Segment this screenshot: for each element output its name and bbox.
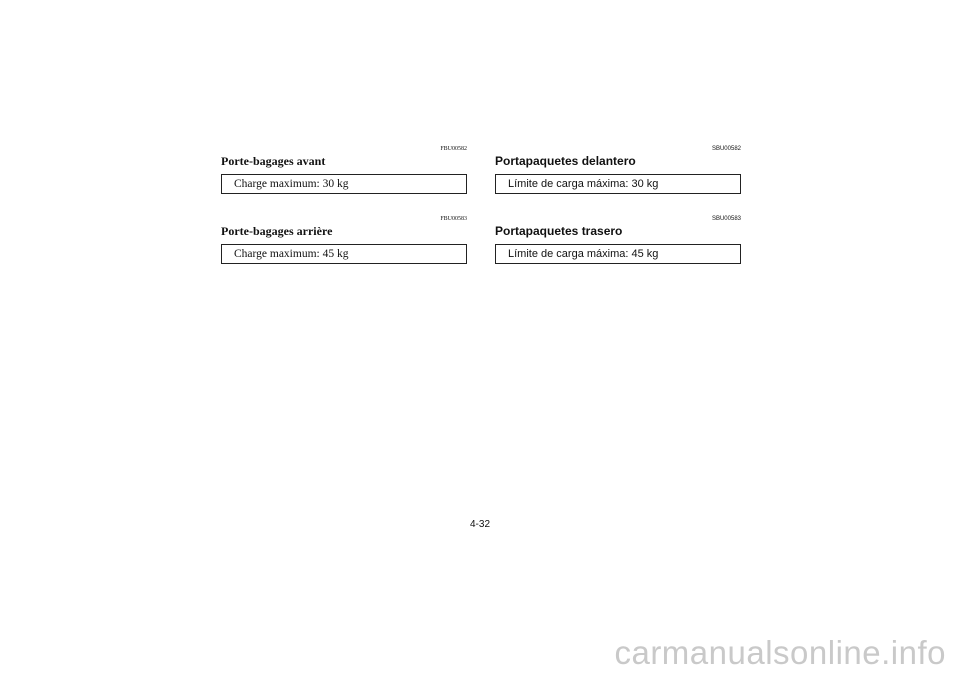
section-heading: Portapaquetes trasero	[495, 224, 623, 238]
front-rack-section-fr	[221, 146, 467, 194]
section-code: SBU00582	[711, 146, 741, 152]
watermark: carmanualsonline.info	[614, 634, 946, 671]
section-code: FBU00583	[440, 216, 467, 222]
page-number: 4-32	[469, 519, 490, 530]
load-limit-box: Charge maximum: 45 kg	[221, 244, 467, 264]
french-column	[221, 146, 467, 264]
section-heading: Portapaquetes delantero	[495, 154, 636, 168]
spanish-column	[495, 146, 741, 264]
rear-rack-section-es	[495, 216, 741, 264]
section-heading: Porte-bagages avant	[221, 154, 326, 168]
load-limit-box: Límite de carga máxima: 45 kg	[495, 244, 741, 264]
load-limit-box: Límite de carga máxima: 30 kg	[495, 174, 741, 194]
front-rack-section-es	[495, 146, 741, 194]
section-code: SBU00583	[711, 216, 741, 222]
section-code: FBU00582	[440, 146, 467, 152]
load-limit-box: Charge maximum: 30 kg	[221, 174, 467, 194]
section-heading: Porte-bagages arrière	[221, 224, 333, 238]
rear-rack-section-fr	[221, 216, 467, 264]
